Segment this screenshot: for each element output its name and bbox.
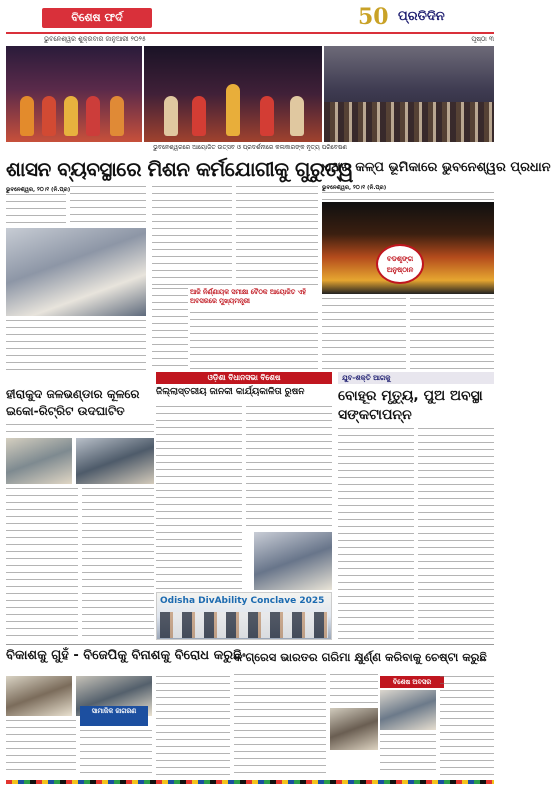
congress-tag: ବିଶେଷ ଅବସର — [380, 676, 444, 688]
story-col-3b — [190, 312, 318, 370]
byline: ଭୁବନେଶ୍ୱର, ୨୦।୧ (ନି.ପ୍ର) — [6, 187, 71, 193]
conclave-people — [160, 612, 328, 638]
story-hirakud-col-a — [6, 488, 78, 640]
story-congress-col-a — [234, 674, 326, 776]
byline-right: ଭୁବନେଶ୍ୱର, ୨୦।୧ (ନି.ପ୍ର) — [322, 185, 387, 191]
headline-death: ବୋହୂର ମୃତ୍ୟୁ, ପୁଅ ଅବସ୍ଥା ସଙ୍କଟାପନ୍ନ — [338, 388, 483, 423]
story-bjd-col-b — [156, 676, 230, 776]
logo-number: 50 — [358, 4, 389, 30]
bjd-tag: ସାମାଜିକ ଜାଗରଣ — [80, 706, 148, 726]
dance-photo-1 — [6, 46, 142, 142]
photo-caption: ଭୁବନେଶ୍ୱରରେ ଆୟୋଜିତ ଉତ୍ସବ ଓ ପ୍ରଦର୍ଶନୀରେ କଳାକାରଙ୍କ ନୃତ୍ୟ ପରିବେଷଣ — [153, 144, 347, 151]
story-col-2b — [152, 288, 188, 370]
headline-right: ଏଥର କଳ୍ପ ଭୂମିକାରେ ଭୁବନେଶ୍ୱର ପ୍ରଧାନ — [322, 160, 551, 175]
story-death-col-b — [418, 428, 494, 640]
page-number: ପୃଷ୍ଠା ୩ — [471, 35, 494, 43]
dance-photo-2 — [144, 46, 322, 142]
story-congress-col-b — [330, 674, 378, 706]
section-rule — [6, 644, 494, 645]
story-col-1b — [70, 186, 146, 226]
congress-photo-2 — [380, 690, 436, 730]
headline-hirakud: ହୀରାକୁଦ ଜଳଭଣ୍ଡାର କୂଳରେ ଇକୋ-ରିଟ୍ରିଟ ଉଦଘାଟିତ — [6, 387, 140, 418]
audience-photo — [324, 46, 494, 142]
story-bjd-col-a — [6, 720, 76, 776]
hirakud-photo-2 — [76, 438, 154, 484]
congress-photo-1 — [330, 708, 378, 750]
story-congress-col-d — [380, 734, 436, 776]
hirakud-photo-1 — [6, 438, 72, 484]
story-congress-col-c — [440, 676, 494, 776]
story-right-lead — [322, 184, 494, 200]
section-tag-right: ଯୁବ-ଶକ୍ତି ଆଗକୁ — [338, 372, 494, 384]
story-right-col-b — [410, 298, 494, 370]
bjd-photo-1 — [6, 676, 72, 716]
photo-strip — [6, 46, 494, 142]
story-col-3 — [236, 186, 318, 286]
district-photo — [254, 532, 332, 590]
header-rule — [6, 32, 494, 34]
story-death-col-a — [338, 428, 414, 640]
color-registration-bar — [6, 780, 494, 784]
logo-name: ପ୍ରତିଦିନ — [398, 9, 445, 24]
meeting-photo — [6, 228, 146, 316]
story-hirakud-col-b — [82, 488, 154, 640]
headline-congress: କଂଗ୍ରେସ ଭାରତର ଗରିମା କ୍ଷୁର୍ଣ୍ଣ କରିବାକୁ ଚେଷ୍ଟା କରୁଛି — [234, 650, 487, 664]
story-district-col-a — [156, 406, 242, 590]
conclave-banner-title: Odisha DivAbility Conclave 2025 — [160, 596, 325, 606]
section-tag: ବିଶେଷ ଫର୍ଦ — [42, 8, 152, 28]
story-right-col-a — [322, 298, 406, 370]
story-bjd-col-c — [80, 730, 152, 776]
story-district-col-b — [246, 406, 332, 528]
story-col-1a — [6, 186, 71, 226]
dateline: ଭୁବନେଶ୍ୱର ଶୁକ୍ରବାର ଜାନୁଆରୀ ୨୦୨୫ — [44, 35, 146, 43]
story-col-1c — [6, 320, 146, 370]
masthead-logo — [358, 4, 494, 30]
section-strip: ଓଡ଼ିଶା ବିଧାନସଭା ବିଶେଷ — [156, 372, 332, 384]
story-hirakud-lead — [6, 424, 154, 436]
headline-district: ଜିଲ୍ଲାସ୍ତରୀୟ ଜାନକୀ କାର୍ଯ୍ୟକାଳିତା ରୁଷନ — [156, 387, 305, 397]
story-col-2 — [152, 186, 232, 286]
headline-main: ଶାସନ ବ୍ୟବସ୍ଥାରେ ମିଶନ କର୍ମଯୋଗୀକୁ ଗୁରୁତ୍ୱ — [6, 157, 353, 181]
page-header — [6, 4, 494, 44]
headline-bjd: ବିକାଶକୁ ଗୁହଁ - ବିଜେପିକୁ ବିନାଶକୁ ବିରୋଧ କରୁଛି — [6, 648, 242, 663]
temple-badge: ବଡଶୃଙ୍ଗ ଅନୁଷ୍ଠାନ — [376, 244, 424, 284]
pull-quote: ଆଜି ନିର୍ଣ୍ଣାୟକ ସମୀକ୍ଷା ବୈଠକ ଆୟୋଜିତ ଏହି ଅବସରରେ ମୁଖ୍ୟମନ୍ତ୍ରୀ — [190, 288, 307, 305]
